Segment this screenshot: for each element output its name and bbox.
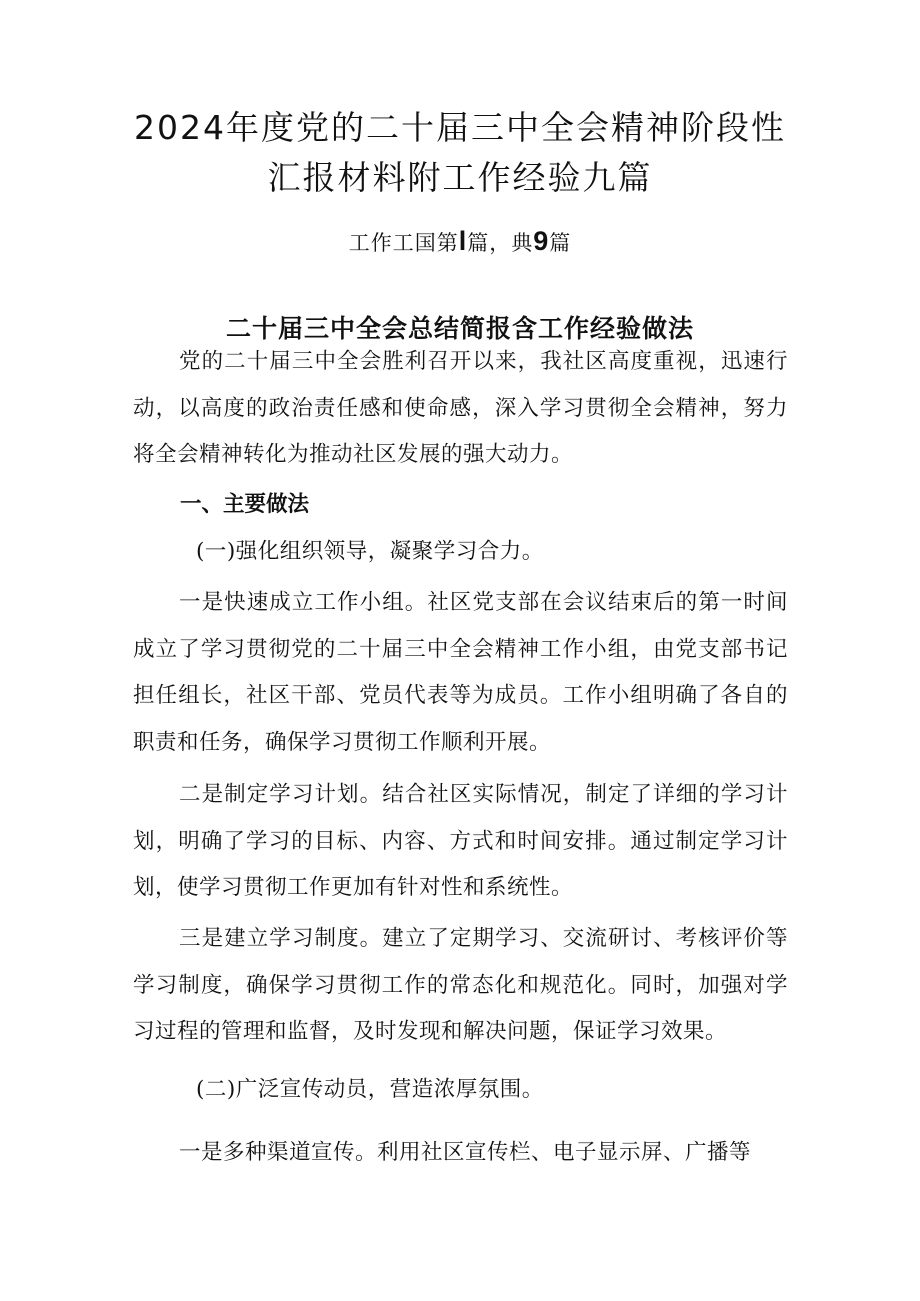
document-title-line-2: 汇报材料附工作经验九篇 xyxy=(267,158,653,197)
document-subtitle xyxy=(0,226,920,258)
subtitle-middle: 篇，典 xyxy=(467,231,534,255)
paragraph-3: 三是建立学习制度。建立了定期学习、交流研讨、考核评价等学习制度，确保学习贯彻工作的常态化和规范化。同时，加强对学习过程的管理和监督，及时发现和解决问题，保证学习效果。 xyxy=(133,926,788,1044)
paragraph-4: 一是多种渠道宣传。利用社区宣传栏、电子显示屏、广播等 xyxy=(179,1140,752,1165)
heading-main-practices: 一、主要做法 xyxy=(180,492,310,517)
sub-heading-1: (一)强化组织领导，凝聚学习合力。 xyxy=(196,539,544,564)
paragraph-1: 一是快速成立工作小组。社区党支部在会议结束后的第一时间成立了学习贯彻党的二十届三中全会精神工作小组，由党支部书记担任组长，社区干部、党员代表等为成员。工作小组明确了各自的职责和任务，确保学习贯彻工作顺利开展。 xyxy=(133,590,788,755)
subtitle-number-1: l xyxy=(458,226,468,256)
section-title: 二十届三中全会总结简报含工作经验做法 xyxy=(225,313,694,343)
paragraph-2: 二是制定学习计划。结合社区实际情况，制定了详细的学习计划，明确了学习的目标、内容、方式和时间安排。通过制定学习计划，使学习贯彻工作更加有针对性和系统性。 xyxy=(133,782,788,900)
document-title-line-1: 2024年度党的二十届三中全会精神阶段性 xyxy=(134,108,786,147)
subtitle-number-2: 9 xyxy=(533,226,550,256)
sub-heading-2: (二)广泛宣传动员，营造浓厚氛围。 xyxy=(196,1077,544,1102)
subtitle-prefix: 工作工国第 xyxy=(348,231,459,255)
subtitle-suffix: 篇 xyxy=(549,231,572,255)
intro-paragraph: 党的二十届三中全会胜利召开以来，我社区高度重视，迅速行动，以高度的政治责任感和使命感，深入学习贯彻全会精神，努力将全会精神转化为推动社区发展的强大动力。 xyxy=(133,349,788,467)
